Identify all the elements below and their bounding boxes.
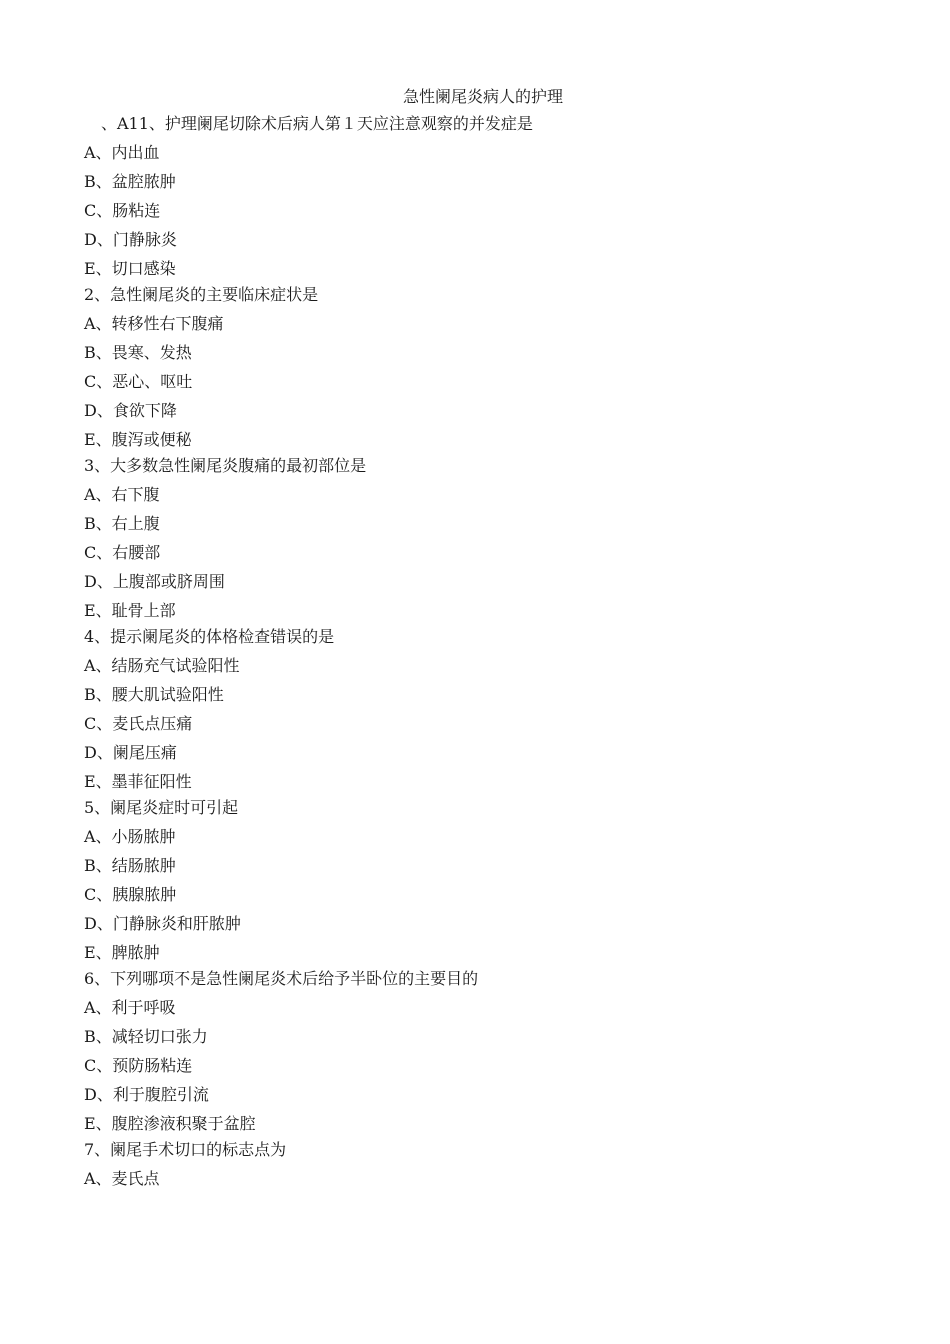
question-1 (84, 113, 904, 280)
answer-option: E、腹泻或便秘 (84, 430, 192, 449)
answer-option: B、右上腹 (84, 514, 160, 533)
answer-option: B、盆腔脓肿 (84, 172, 176, 191)
question-6 (84, 968, 904, 1135)
answer-option: C、右腰部 (84, 543, 161, 562)
answer-option: B、畏寒、发热 (84, 343, 192, 362)
question-stem: 3、大多数急性阑尾炎腹痛的最初部位是 (84, 456, 367, 475)
answer-option: C、肠粘连 (84, 201, 161, 220)
answer-option: C、胰腺脓肿 (84, 885, 177, 904)
question-7 (84, 1139, 904, 1190)
answer-option: D、利于腹腔引流 (84, 1085, 209, 1104)
answer-option: B、结肠脓肿 (84, 856, 176, 875)
question-stem: 4、提示阑尾炎的体格检查错误的是 (84, 627, 335, 646)
question-3 (84, 455, 904, 622)
answer-option: D、门静脉炎 (84, 230, 177, 249)
question-5 (84, 797, 904, 964)
answer-option: A、麦氏点 (84, 1169, 160, 1188)
answer-option: E、腹腔渗液积聚于盆腔 (84, 1114, 256, 1133)
question-stem: 5、阑尾炎症时可引起 (84, 798, 239, 817)
answer-option: D、阑尾压痛 (84, 743, 177, 762)
answer-option: B、减轻切口张力 (84, 1027, 208, 1046)
answer-option: A、右下腹 (84, 485, 160, 504)
answer-option: C、预防肠粘连 (84, 1056, 193, 1075)
question-2 (84, 284, 904, 451)
answer-option: A、利于呼吸 (84, 998, 176, 1017)
answer-option: A、内出血 (84, 143, 160, 162)
question-stem: 、A11、护理阑尾切除术后病人第１天应注意观察的并发症是 (101, 114, 533, 133)
answer-option: A、结肠充气试验阳性 (84, 656, 240, 675)
answer-option: E、墨菲征阳性 (84, 772, 192, 791)
page-title: 急性阑尾炎病人的护理 (402, 87, 563, 106)
answer-option: A、小肠脓肿 (84, 827, 176, 846)
question-list (84, 113, 904, 1197)
answer-option: C、麦氏点压痛 (84, 714, 193, 733)
answer-option: A、转移性右下腹痛 (84, 314, 224, 333)
question-stem: 2、急性阑尾炎的主要临床症状是 (84, 285, 319, 304)
question-stem: 7、阑尾手术切口的标志点为 (84, 1140, 287, 1159)
question-stem: 6、下列哪项不是急性阑尾炎术后给予半卧位的主要目的 (84, 969, 479, 988)
answer-option: D、食欲下降 (84, 401, 177, 420)
answer-option: D、上腹部或脐周围 (84, 572, 225, 591)
answer-option: C、恶心、呕吐 (84, 372, 193, 391)
answer-option: E、耻骨上部 (84, 601, 176, 620)
answer-option: E、切口感染 (84, 259, 176, 278)
answer-option: D、门静脉炎和肝脓肿 (84, 914, 241, 933)
question-4 (84, 626, 904, 793)
answer-option: E、脾脓肿 (84, 943, 160, 962)
answer-option: B、腰大肌试验阳性 (84, 685, 224, 704)
